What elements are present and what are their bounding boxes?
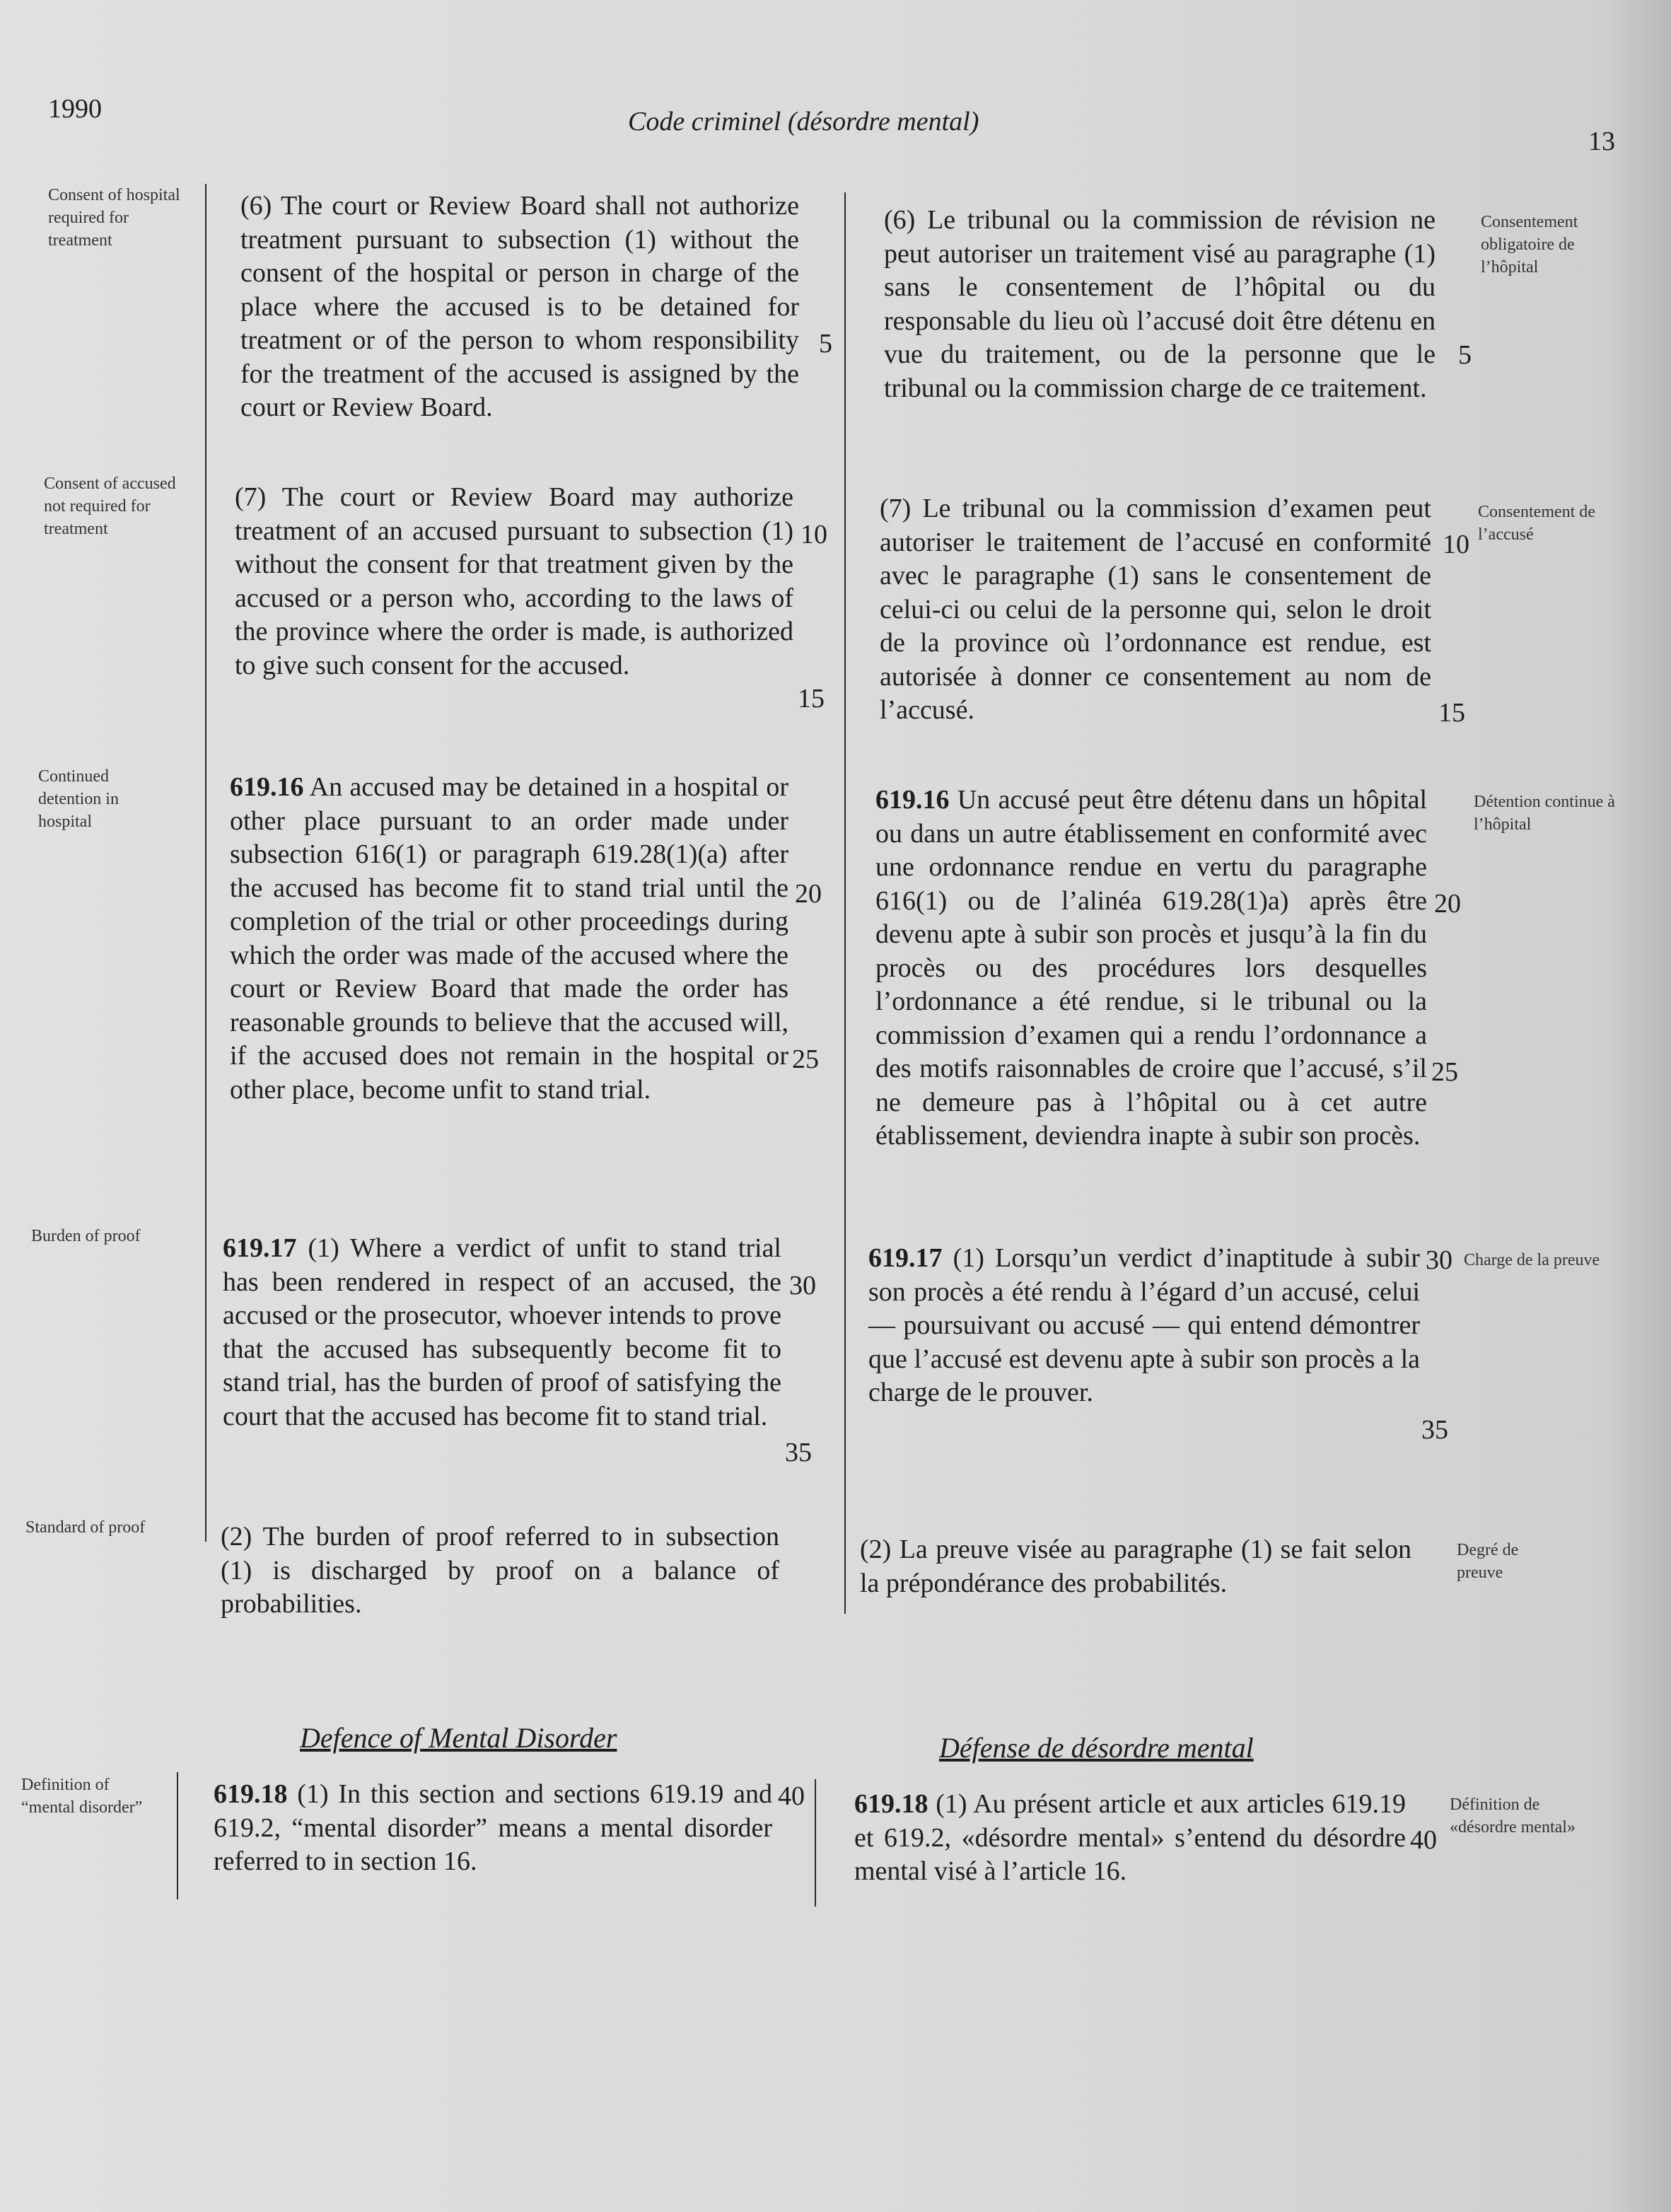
en-subsection-7: (7) The court or Review Board may authorize treatment of an accused pursuant to subsection (1) without the consent for that treatment given by the accused or a person who, according to the laws of the province where the order is made, is authorized to give such consent for the accused. — [235, 482, 793, 680]
fr-section-619-16 — [875, 784, 1427, 1153]
fr-section-619-17 — [868, 1242, 1420, 1410]
rule-middle-lower — [815, 1779, 816, 1907]
en-section-619-18 — [214, 1778, 772, 1879]
en-section-619-17 — [223, 1232, 781, 1433]
fr-subsection-6: (6) Le tribunal ou la commission de révision ne peut autoriser un traitement visé au paragraphe (1) sans le consentement de l’hôpital ou du responsable du lieu où l’accusé doit être détenu en vue du traitement, ou de la personne que le tribunal ou la commission charge de ce traitement. — [884, 205, 1436, 403]
fr-subsection-2: (2) La preuve visée au paragraphe (1) se fait selon la prépondérance des probabilités. — [860, 1535, 1411, 1598]
marginal-note-fr-definition: Définition de «désordre mental» — [1450, 1795, 1576, 1836]
marginal-note-en-burden-of-proof: Burden of proof — [31, 1227, 141, 1245]
fr-line-number-15: 15 — [1438, 698, 1465, 728]
en-section-number-619-18: 619.18 — [214, 1779, 288, 1809]
rule-left — [205, 184, 206, 1542]
marginal-note-en-standard-of-proof: Standard of proof — [25, 1518, 146, 1537]
marginal-note-fr-consent-hospital: Consentement obligatoire de l’hôpital — [1481, 213, 1578, 276]
running-title: Code criminel (désordre mental) — [628, 107, 979, 136]
fr-line-number-5: 5 — [1458, 340, 1472, 370]
marginal-note-en-definition: Definition of “mental disorder” — [21, 1776, 143, 1817]
fr-section-number-619-18: 619.18 — [854, 1789, 928, 1819]
rule-middle — [844, 192, 846, 1614]
en-section-619-18-text: (1) In this section and sections 619.19 and 619.2, “mental disorder” means a mental disorder referred to in section 16. — [214, 1779, 772, 1876]
fr-line-number-35: 35 — [1421, 1415, 1448, 1445]
fr-section-619-18 — [854, 1788, 1406, 1889]
fr-line-number-30: 30 — [1426, 1245, 1452, 1275]
marginal-note-fr-standard-of-proof: Degré de preuve — [1457, 1541, 1519, 1582]
marginal-note-fr-burden-of-proof: Charge de la preuve — [1464, 1251, 1600, 1269]
rule-left-lower — [177, 1772, 178, 1899]
en-section-number-619-16: 619.16 — [230, 772, 304, 802]
fr-section-619-16-text: Un accusé peut être détenu dans un hôpital ou dans un autre établissement en conformité avec une ordonnance rendue en vertu du paragraphe 616(1) ou de l’alinéa 619.28(1)a) après être devenu apte à subir son procès et jusqu’à la fin du procès ou des procédures lors desquelles l’ordonnance a été rendue, si le tribunal ou la commission d’examen qui a rendu l’ordonnance a des motifs raisonnables de croire que l’accusé, s’il ne demeure pas à l’hôpital ou à cet autre établissement, deviendra inapte à subir son procès. — [875, 785, 1427, 1151]
marginal-note-fr-continued-detention: Détention continue à l’hôpital — [1474, 793, 1615, 834]
fr-section-number-619-16: 619.16 — [875, 785, 950, 815]
en-line-number-20: 20 — [795, 879, 822, 909]
en-section-number-619-17: 619.17 — [223, 1233, 297, 1263]
fr-line-number-10: 10 — [1443, 530, 1469, 559]
fr-subsection-7: (7) Le tribunal ou la commission d’examen peut autoriser le traitement de l’accusé en conformité avec le paragraphe (1) sans le consentement de celui-ci ou celui de la personne qui, selon le droit de la province où l’ordonnance est rendue, est autorisée à donner ce consentement au nom de l’accusé. — [880, 494, 1431, 725]
en-section-619-17-text: (1) Where a verdict of unfit to stand trial has been rendered in respect of an accused, the accused or the prosecutor, whoever intends to prove that the accused has subsequently become fit to stand trial, has the burden of proof of satisfying the court that the accused has become fit to stand trial. — [223, 1233, 781, 1431]
en-line-number-5: 5 — [819, 329, 832, 359]
en-subsection-6: (6) The court or Review Board shall not authorize treatment pursuant to subsection (1) without the consent of the hospital or person in charge of the place where the accused is to be detained for treatment or of the person to whom responsibility for the treatment of the accused is assigned by the court or Review Board. — [240, 191, 799, 422]
fr-heading-defense: Défense de désordre mental — [939, 1732, 1254, 1764]
fr-line-number-20: 20 — [1434, 889, 1461, 919]
fr-section-number-619-17: 619.17 — [868, 1243, 943, 1273]
en-line-number-10: 10 — [800, 520, 827, 549]
page-number: 13 — [1588, 127, 1615, 156]
en-line-number-35: 35 — [785, 1438, 812, 1467]
marginal-note-en-consent-accused: Consent of accused not required for treatment — [44, 475, 176, 538]
fr-line-number-40: 40 — [1410, 1825, 1437, 1855]
en-subsection-2: (2) The burden of proof referred to in subsection (1) is discharged by proof on a balance of probabilities. — [221, 1522, 779, 1619]
en-section-619-16-text: An accused may be detained in a hospital or other place pursuant to an order made under subsection 616(1) or paragraph 619.28(1)(a) after the accused has become fit to stand trial until the completion of the trial or other proceedings during which the order was made of the accused where the court or Review Board that made the order has reasonable grounds to believe that the accused will, if the accused does not remain in the hospital or other place, become unfit to stand trial. — [230, 772, 788, 1105]
marginal-note-en-consent-hospital: Consent of hospital required for treatment — [48, 186, 180, 250]
fr-line-number-25: 25 — [1431, 1057, 1458, 1087]
en-heading-defence: Defence of Mental Disorder — [300, 1722, 617, 1754]
year: 1990 — [48, 94, 102, 124]
fr-section-619-18-text: (1) Au présent article et aux articles 619.19 et 619.2, «désordre mental» s’entend du désordre mental visé à l’article 16. — [854, 1789, 1406, 1886]
en-line-number-15: 15 — [798, 684, 825, 714]
en-section-619-16 — [230, 771, 788, 1107]
marginal-note-fr-consent-accused: Consentement de l’accusé — [1478, 503, 1595, 544]
en-line-number-40: 40 — [778, 1781, 805, 1811]
en-line-number-30: 30 — [789, 1271, 816, 1300]
marginal-note-en-continued-detention: Continued detention in hospital — [38, 767, 119, 831]
fr-section-619-17-text: (1) Lorsqu’un verdict d’inaptitude à subir son procès a été rendu à l’égard d’un accusé, celui — poursuivant ou accusé — qui entend démontrer que l’accusé est devenu apte à subir son procès a la charge de le prouver. — [868, 1243, 1420, 1407]
en-line-number-25: 25 — [792, 1044, 819, 1074]
